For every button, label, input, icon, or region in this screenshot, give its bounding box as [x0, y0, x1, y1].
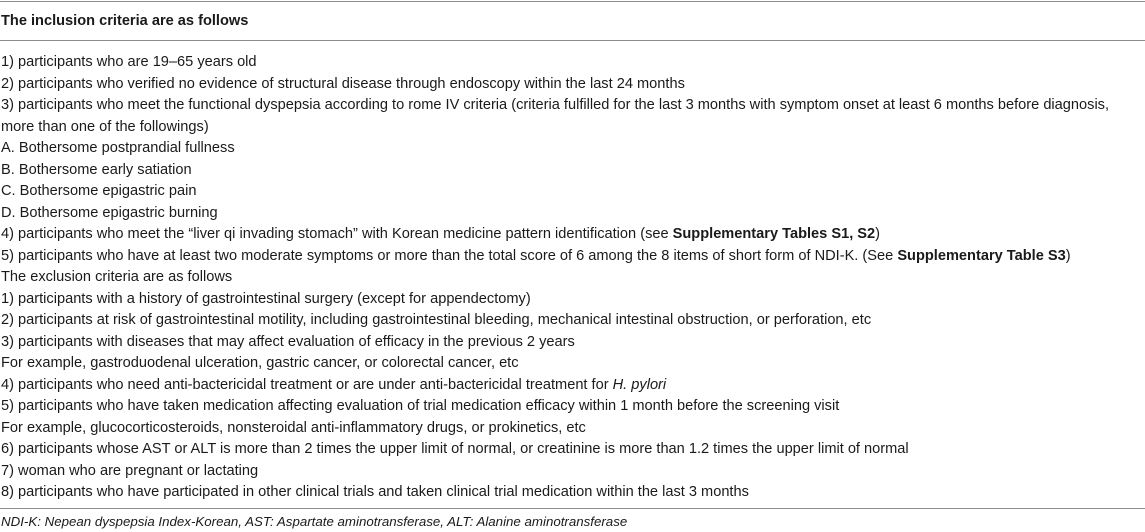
line-text: 1) participants who are 19–65 years old	[1, 54, 257, 70]
criteria-line	[0, 267, 1145, 289]
criteria-line	[0, 160, 1145, 182]
criteria-list	[0, 41, 1145, 504]
line-text: 2) participants who verified no evidence of structural disease through endoscopy within the last 24 months	[1, 75, 685, 92]
supplementary-table-link[interactable]: Supplementary Table S3	[897, 247, 1066, 264]
criteria-line	[0, 246, 1145, 268]
line-text: D. Bothersome epigastric burning	[1, 204, 218, 221]
italic-term: H. pylori	[612, 376, 667, 393]
line-text: For example, glucocorticosteroids, nonsteroidal anti-inflammatory drugs, or prokinetics, etc	[1, 419, 586, 436]
criteria-line	[0, 74, 1145, 96]
line-text-after: )	[875, 226, 881, 242]
line-text: 5) participants who have at least two moderate symptoms or more than the total score of 6 among the 8 items of short form of NDI-K. (See	[1, 247, 898, 264]
line-text: 4) participants who meet the “liver qi invading stomach” with Korean medicine pattern identification (see	[1, 226, 673, 242]
criteria-line	[0, 396, 1145, 418]
line-text: 2) participants at risk of gastrointestinal motility, including gastrointestinal bleeding, mechanical intestinal obstruction, or perforation, etc	[1, 312, 872, 328]
criteria-line	[0, 181, 1145, 203]
supplementary-tables-link[interactable]: Supplementary Tables S1, S2	[672, 226, 876, 242]
line-text: 7) woman who are pregnant or lactating	[1, 462, 259, 479]
criteria-line	[0, 461, 1145, 483]
table-header: The inclusion criteria are as follows	[1, 13, 249, 29]
line-text: 8) participants who have participated in other clinical trials and taken clinical trial medication within the last 3 months	[1, 484, 749, 500]
line-text: 6) participants whose AST or ALT is more than 2 times the upper limit of normal, or creatinine is more than 1.2 times the upper limit of normal	[1, 441, 909, 457]
criteria-line	[0, 332, 1145, 354]
criteria-line	[0, 224, 1145, 246]
line-text: 1) participants with a history of gastrointestinal surgery (except for appendectomy)	[1, 290, 531, 307]
criteria-line	[0, 117, 1145, 139]
criteria-line	[0, 289, 1145, 311]
criteria-line	[0, 203, 1145, 225]
line-text: C. Bothersome epigastric pain	[1, 183, 197, 199]
criteria-line	[0, 439, 1145, 461]
table-footnote: NDI-K: Nepean dyspepsia Index-Korean, AST: Aspartate aminotransferase, ALT: Alanine aminotransferase	[1, 513, 628, 529]
line-text: 3) participants with diseases that may affect evaluation of efficacy in the previous 2 years	[1, 333, 575, 350]
line-text: 4) participants who need anti-bactericidal treatment or are under anti-bactericidal treatment for	[1, 376, 613, 393]
criteria-line	[0, 375, 1145, 397]
criteria-line	[0, 138, 1145, 160]
line-text: B. Bothersome early satiation	[1, 161, 192, 178]
exclusion-heading: The exclusion criteria are as follows	[1, 269, 233, 285]
line-text-after: )	[1065, 247, 1071, 264]
criteria-line	[0, 482, 1145, 504]
line-text: For example, gastroduodenal ulceration, gastric cancer, or colorectal cancer, etc	[1, 355, 519, 371]
criteria-line	[0, 95, 1145, 117]
criteria-line	[0, 52, 1145, 74]
line-text: more than one of the followings)	[1, 118, 209, 135]
line-text: 3) participants who meet the functional dyspepsia according to rome IV criteria (criteria fulfilled for the last 3 months with symptom onset at least 6 months before diagnosis,	[1, 97, 1110, 113]
line-text: A. Bothersome postprandial fullness	[1, 140, 235, 156]
criteria-line	[0, 310, 1145, 332]
line-text: 5) participants who have taken medication affecting evaluation of trial medication efficacy within 1 month before the screening visit	[1, 398, 840, 414]
criteria-line	[0, 353, 1145, 375]
criteria-line	[0, 418, 1145, 440]
